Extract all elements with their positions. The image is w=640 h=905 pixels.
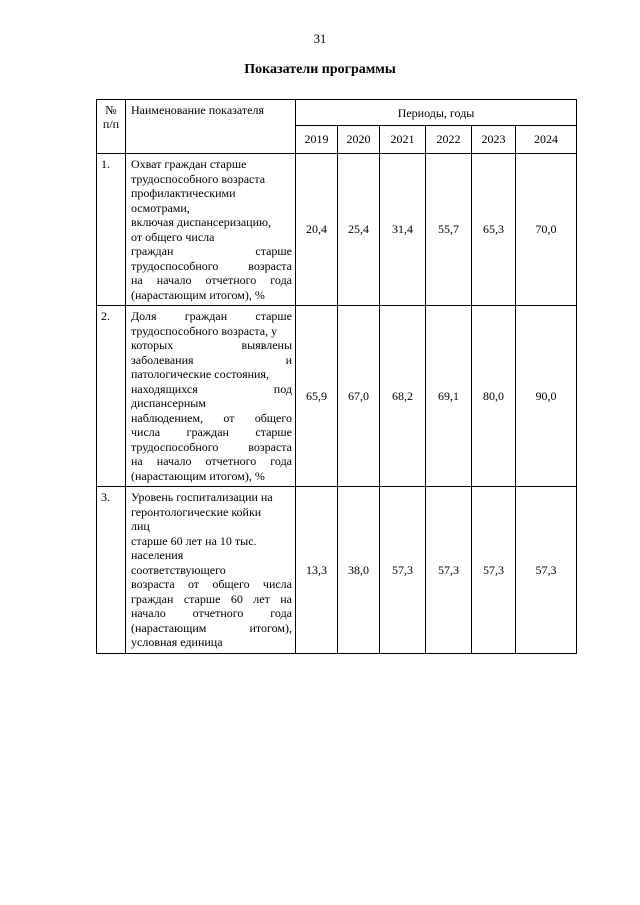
row-number: 3. [97, 487, 126, 654]
col-num-header-line1: № [105, 103, 117, 117]
indicator-name-line: профилактическими [131, 186, 236, 200]
value-2021: 68,2 [380, 306, 426, 487]
value-2022: 69,1 [426, 306, 472, 487]
value-2019: 65,9 [296, 306, 338, 487]
indicator-name-line: граждан старше [131, 244, 292, 258]
value-2021: 57,3 [380, 487, 426, 654]
value-2022: 57,3 [426, 487, 472, 654]
indicator-name-line: (нарастающим итогом), % [131, 287, 265, 302]
indicator-name-line: возраста от общего числа [131, 577, 292, 591]
indicator-name-line: трудоспособного возраста [131, 439, 292, 454]
indicator-name-line: лиц [131, 519, 150, 533]
indicator-name-line: (нарастающим итогом), % [131, 468, 265, 483]
indicator-name-line: включая диспансеризацию, [131, 215, 271, 229]
table-row [97, 306, 577, 487]
value-2020: 38,0 [338, 487, 380, 654]
page-number: 31 [313, 32, 327, 46]
indicator-name-line: диспансерным [131, 396, 206, 410]
year-header-2019: 2019 [296, 126, 338, 154]
indicator-name [126, 306, 296, 487]
year-header-2020: 2020 [338, 126, 380, 154]
value-2024: 70,0 [516, 154, 577, 306]
value-2023: 57,3 [472, 487, 516, 654]
value-2020: 67,0 [338, 306, 380, 487]
indicators-table [96, 99, 577, 654]
indicator-name-line: условная единица [131, 635, 223, 649]
periods-header: Периоды, годы [296, 100, 577, 126]
row-number: 1. [97, 154, 126, 306]
col-num-header [97, 100, 126, 154]
indicator-name-line: соответствующего [131, 562, 226, 577]
indicator-name-line: Уровень госпитализации на [131, 490, 273, 504]
indicator-name [126, 487, 296, 654]
year-header-2024: 2024 [516, 126, 577, 154]
page-title: Показатели программы [244, 62, 396, 77]
value-2019: 20,4 [296, 154, 338, 306]
col-name-header: Наименование показателя [126, 100, 296, 154]
indicator-name-line: осмотрами, [131, 200, 190, 215]
year-header-2023: 2023 [472, 126, 516, 154]
indicator-name-line: (нарастающим итогом), [131, 620, 292, 635]
value-2020: 25,4 [338, 154, 380, 306]
row-number: 2. [97, 306, 126, 487]
indicator-name-line: старше 60 лет на 10 тыс. [131, 533, 257, 548]
value-2022: 55,7 [426, 154, 472, 306]
indicator-name-line: от общего числа [131, 229, 215, 244]
value-2023: 65,3 [472, 154, 516, 306]
indicator-name-line: которых выявлены [131, 338, 292, 352]
indicator-name-line: заболевания и [131, 352, 292, 367]
year-header-2022: 2022 [426, 126, 472, 154]
value-2021: 31,4 [380, 154, 426, 306]
indicator-name-line: Доля граждан старше [131, 309, 292, 323]
value-2019: 13,3 [296, 487, 338, 654]
value-2024: 57,3 [516, 487, 577, 654]
table-row [97, 154, 577, 306]
indicator-name-line: числа граждан старше [131, 425, 292, 439]
indicator-name-line: геронтологические койки [131, 504, 262, 519]
indicator-name-line: на начало отчетного года [131, 273, 292, 287]
indicator-name-line: начало отчетного года [131, 606, 292, 620]
value-2024: 90,0 [516, 306, 577, 487]
indicator-name-line: трудоспособного возраста [131, 171, 266, 186]
indicator-name-line: наблюдением, от общего [131, 410, 292, 425]
indicator-name-line: трудоспособного возраста, у [131, 323, 278, 338]
indicator-name-line: граждан старше 60 лет на [131, 591, 292, 606]
indicator-name-line: патологические состояния, [131, 367, 269, 381]
indicator-name-line: населения [131, 548, 184, 562]
table-row [97, 487, 577, 654]
indicator-name-line: Охват граждан старше [131, 157, 247, 171]
indicator-name [126, 154, 296, 306]
year-header-2021: 2021 [380, 126, 426, 154]
col-num-header-line2: п/п [102, 117, 120, 131]
header-row [97, 100, 577, 126]
indicator-name-line: трудоспособного возраста [131, 258, 292, 273]
value-2023: 80,0 [472, 306, 516, 487]
indicator-name-line: на начало отчетного года [131, 454, 292, 468]
indicator-name-line: находящихся под [131, 381, 292, 396]
